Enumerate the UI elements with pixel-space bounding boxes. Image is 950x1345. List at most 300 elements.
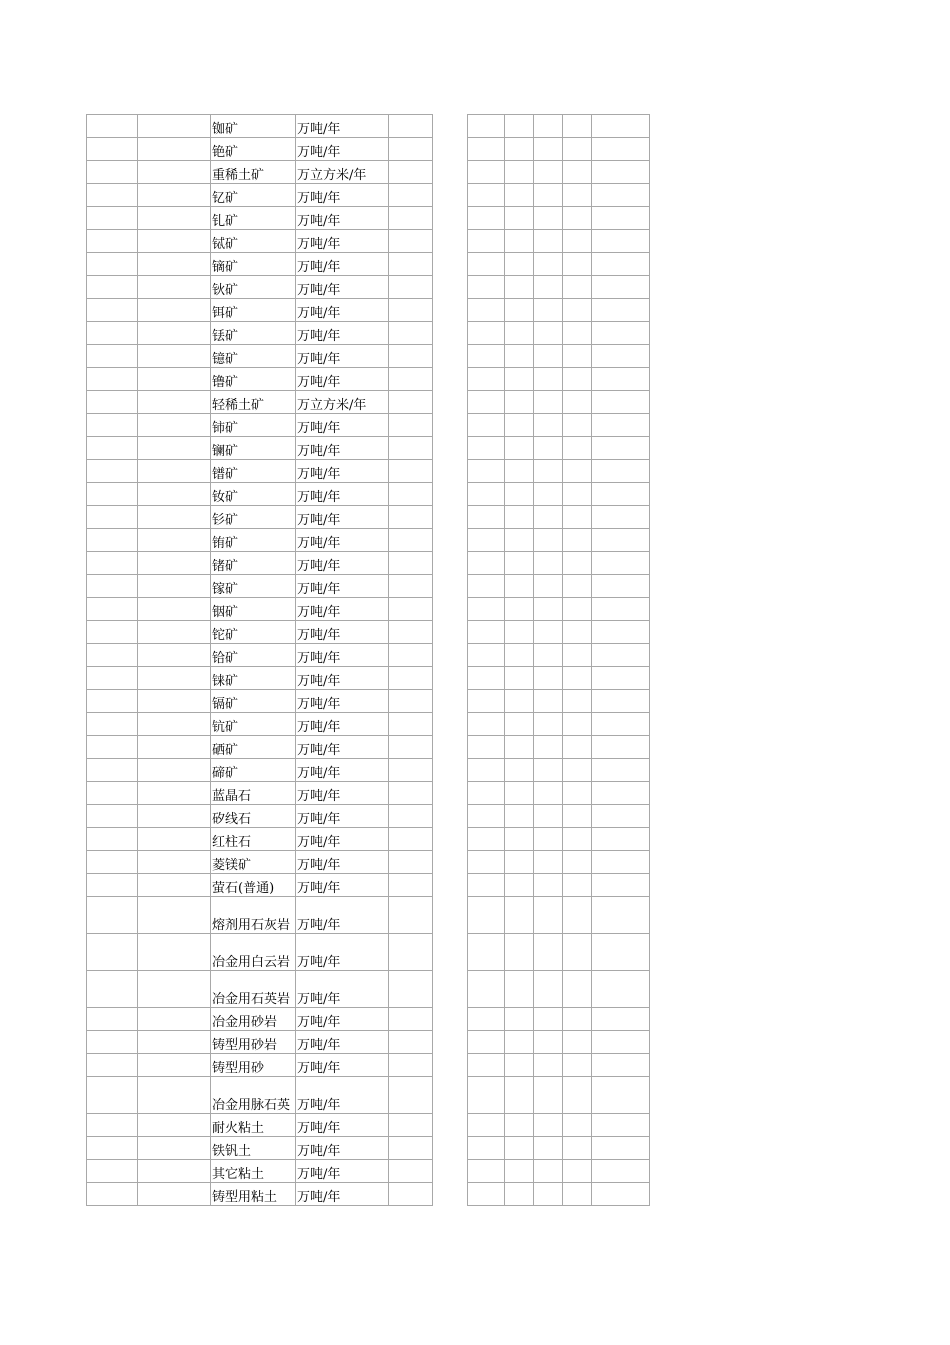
blank-cell xyxy=(534,736,563,759)
blank-cell xyxy=(534,1160,563,1183)
blank-cell xyxy=(563,874,592,897)
blank-cell xyxy=(592,184,650,207)
blank-cell xyxy=(592,971,650,1008)
table-row xyxy=(468,1137,650,1160)
mineral-name-cell: 铕矿 xyxy=(211,529,296,552)
blank-cell xyxy=(468,934,505,971)
unit-cell: 万吨/年 xyxy=(296,276,389,299)
table-row xyxy=(468,621,650,644)
blank-cell xyxy=(592,1031,650,1054)
blank-cell xyxy=(138,345,211,368)
blank-cell xyxy=(468,805,505,828)
blank-cell xyxy=(534,115,563,138)
blank-cell xyxy=(87,414,138,437)
mineral-name-cell: 铷矿 xyxy=(211,115,296,138)
blank-cell xyxy=(534,529,563,552)
table-row xyxy=(87,971,433,1008)
blank-cell xyxy=(592,1137,650,1160)
blank-cell xyxy=(505,414,534,437)
mineral-name-cell: 镉矿 xyxy=(211,690,296,713)
mineral-name-cell: 镓矿 xyxy=(211,575,296,598)
blank-cell xyxy=(138,782,211,805)
blank-cell xyxy=(592,276,650,299)
blank-cell xyxy=(468,874,505,897)
blank-cell xyxy=(505,874,534,897)
blank-cell xyxy=(592,1054,650,1077)
table-row xyxy=(87,161,433,184)
blank-cell xyxy=(563,667,592,690)
blank-cell xyxy=(563,138,592,161)
blank-cell xyxy=(87,230,138,253)
blank-cell xyxy=(563,598,592,621)
blank-cell xyxy=(87,828,138,851)
unit-cell: 万吨/年 xyxy=(296,115,389,138)
blank-cell xyxy=(468,437,505,460)
blank-cell xyxy=(505,1008,534,1031)
blank-cell xyxy=(389,759,433,782)
blank-cell xyxy=(563,345,592,368)
table-row xyxy=(468,644,650,667)
blank-cell xyxy=(138,1137,211,1160)
table-row xyxy=(87,437,433,460)
blank-cell xyxy=(138,1183,211,1206)
blank-cell xyxy=(505,460,534,483)
blank-cell xyxy=(87,690,138,713)
table-row xyxy=(468,184,650,207)
mineral-name-cell: 蓝晶石 xyxy=(211,782,296,805)
blank-cell xyxy=(563,184,592,207)
blank-cell xyxy=(468,483,505,506)
table-row xyxy=(468,805,650,828)
blank-cell xyxy=(563,736,592,759)
blank-cell xyxy=(563,253,592,276)
blank-cell xyxy=(563,1137,592,1160)
unit-cell: 万吨/年 xyxy=(296,414,389,437)
blank-cell xyxy=(563,1054,592,1077)
blank-cell xyxy=(389,1031,433,1054)
blank-cell xyxy=(138,184,211,207)
blank-cell xyxy=(389,934,433,971)
blank-cell xyxy=(534,851,563,874)
table-row xyxy=(468,552,650,575)
blank-cell xyxy=(389,690,433,713)
unit-cell: 万吨/年 xyxy=(296,437,389,460)
table-row xyxy=(87,621,433,644)
blank-cell xyxy=(138,1054,211,1077)
unit-cell: 万吨/年 xyxy=(296,782,389,805)
blank-cell xyxy=(592,828,650,851)
blank-cell xyxy=(592,897,650,934)
blank-cell xyxy=(389,713,433,736)
blank-cell xyxy=(138,437,211,460)
table-row xyxy=(87,575,433,598)
blank-cell xyxy=(87,1160,138,1183)
blank-cell xyxy=(534,345,563,368)
table-row xyxy=(468,1077,650,1114)
mineral-name-cell: 冶金用白云岩 xyxy=(211,934,296,971)
blank-cell xyxy=(563,851,592,874)
blank-cell xyxy=(563,621,592,644)
blank-cell xyxy=(468,1031,505,1054)
blank-cell xyxy=(505,483,534,506)
blank-cell xyxy=(505,138,534,161)
blank-cell xyxy=(468,529,505,552)
blank-cell xyxy=(592,115,650,138)
unit-cell: 万吨/年 xyxy=(296,184,389,207)
blank-cell xyxy=(389,460,433,483)
blank-cell xyxy=(505,391,534,414)
mineral-name-cell: 菱镁矿 xyxy=(211,851,296,874)
blank-cell xyxy=(468,345,505,368)
blank-cell xyxy=(389,322,433,345)
blank-cell xyxy=(534,230,563,253)
mineral-name-cell: 镥矿 xyxy=(211,368,296,391)
table-row xyxy=(468,437,650,460)
blank-cell xyxy=(534,1137,563,1160)
blank-cell xyxy=(468,207,505,230)
table-row xyxy=(468,1054,650,1077)
blank-cell xyxy=(468,782,505,805)
unit-cell: 万吨/年 xyxy=(296,1183,389,1206)
table-row xyxy=(468,575,650,598)
blank-cell xyxy=(389,437,433,460)
mineral-name-cell: 铸型用粘土 xyxy=(211,1183,296,1206)
blank-cell xyxy=(505,598,534,621)
mineral-name-cell: 硒矿 xyxy=(211,736,296,759)
blank-cell xyxy=(138,1114,211,1137)
blank-cell xyxy=(389,575,433,598)
blank-cell xyxy=(592,529,650,552)
blank-cell xyxy=(534,897,563,934)
blank-cell xyxy=(87,667,138,690)
unit-cell: 万吨/年 xyxy=(296,1054,389,1077)
mineral-name-cell: 铸型用砂岩 xyxy=(211,1031,296,1054)
mineral-name-cell: 铒矿 xyxy=(211,299,296,322)
blank-cell xyxy=(534,874,563,897)
blank-cell xyxy=(534,391,563,414)
blank-cell xyxy=(389,529,433,552)
table-row xyxy=(87,1183,433,1206)
blank-cell xyxy=(138,690,211,713)
blank-cell xyxy=(505,667,534,690)
blank-cell xyxy=(468,1160,505,1183)
unit-cell: 万吨/年 xyxy=(296,851,389,874)
table-row xyxy=(468,207,650,230)
mineral-name-cell: 铁钒土 xyxy=(211,1137,296,1160)
blank-cell xyxy=(534,299,563,322)
mineral-table-left xyxy=(86,114,433,1206)
unit-cell: 万吨/年 xyxy=(296,299,389,322)
table-row xyxy=(87,299,433,322)
blank-cell xyxy=(534,552,563,575)
table-row xyxy=(468,276,650,299)
unit-cell: 万吨/年 xyxy=(296,828,389,851)
blank-cell xyxy=(468,1077,505,1114)
blank-cell xyxy=(389,736,433,759)
unit-cell: 万吨/年 xyxy=(296,805,389,828)
blank-cell xyxy=(468,971,505,1008)
blank-cell xyxy=(534,759,563,782)
blank-cell xyxy=(87,460,138,483)
blank-cell xyxy=(592,1160,650,1183)
blank-cell xyxy=(87,759,138,782)
blank-cell xyxy=(468,897,505,934)
blank-cell xyxy=(87,1137,138,1160)
blank-cell xyxy=(87,437,138,460)
blank-cell xyxy=(389,184,433,207)
unit-cell: 万立方米/年 xyxy=(296,161,389,184)
blank-cell xyxy=(592,782,650,805)
table-row xyxy=(468,322,650,345)
unit-cell: 万吨/年 xyxy=(296,138,389,161)
blank-cell xyxy=(87,874,138,897)
blank-cell xyxy=(592,736,650,759)
mineral-name-cell: 镨矿 xyxy=(211,460,296,483)
table-row xyxy=(87,253,433,276)
blank-cell xyxy=(468,368,505,391)
blank-cell xyxy=(534,1031,563,1054)
blank-cell xyxy=(138,805,211,828)
blank-cell xyxy=(563,897,592,934)
unit-cell: 万吨/年 xyxy=(296,207,389,230)
blank-cell xyxy=(592,759,650,782)
unit-cell: 万吨/年 xyxy=(296,322,389,345)
blank-cell xyxy=(534,1183,563,1206)
blank-cell xyxy=(505,1054,534,1077)
blank-cell xyxy=(87,138,138,161)
blank-cell xyxy=(87,276,138,299)
blank-cell xyxy=(468,575,505,598)
blank-cell xyxy=(534,713,563,736)
unit-cell: 万立方米/年 xyxy=(296,391,389,414)
mineral-name-cell: 铥矿 xyxy=(211,322,296,345)
table-row xyxy=(87,276,433,299)
blank-cell xyxy=(87,1183,138,1206)
blank-cell xyxy=(138,483,211,506)
table-row xyxy=(87,483,433,506)
table-row xyxy=(468,851,650,874)
blank-cell xyxy=(468,184,505,207)
blank-cell xyxy=(87,483,138,506)
table-row xyxy=(87,759,433,782)
blank-cell xyxy=(505,161,534,184)
blank-cell xyxy=(505,529,534,552)
table-row xyxy=(87,828,433,851)
blank-cell xyxy=(563,207,592,230)
blank-cell xyxy=(563,276,592,299)
table-row xyxy=(87,1114,433,1137)
blank-cell xyxy=(468,1137,505,1160)
blank-cell xyxy=(592,207,650,230)
blank-cell xyxy=(505,230,534,253)
blank-cell xyxy=(138,138,211,161)
blank-cell xyxy=(505,644,534,667)
blank-cell xyxy=(468,115,505,138)
mineral-name-cell: 铽矿 xyxy=(211,230,296,253)
table-row xyxy=(87,644,433,667)
blank-cell xyxy=(468,276,505,299)
blank-cell xyxy=(563,506,592,529)
blank-cell xyxy=(592,575,650,598)
blank-cell xyxy=(138,644,211,667)
table-row xyxy=(468,460,650,483)
unit-cell: 万吨/年 xyxy=(296,253,389,276)
blank-cell xyxy=(563,934,592,971)
blank-cell xyxy=(592,299,650,322)
table-row xyxy=(87,529,433,552)
blank-cell xyxy=(138,506,211,529)
unit-cell: 万吨/年 xyxy=(296,934,389,971)
table-row xyxy=(87,1160,433,1183)
blank-cell xyxy=(138,276,211,299)
blank-cell xyxy=(592,1114,650,1137)
blank-cell xyxy=(505,759,534,782)
table-row xyxy=(87,667,433,690)
mineral-name-cell: 耐火粘土 xyxy=(211,1114,296,1137)
blank-cell xyxy=(534,667,563,690)
blank-cell xyxy=(389,667,433,690)
blank-cell xyxy=(138,713,211,736)
blank-cell xyxy=(592,598,650,621)
table-row xyxy=(87,115,433,138)
blank-cell xyxy=(592,414,650,437)
table-row xyxy=(87,874,433,897)
blank-cell xyxy=(138,851,211,874)
blank-cell xyxy=(87,529,138,552)
table-row xyxy=(87,1054,433,1077)
blank-cell xyxy=(87,736,138,759)
blank-cell xyxy=(87,1054,138,1077)
blank-cell xyxy=(389,414,433,437)
blank-cell xyxy=(534,934,563,971)
table-row xyxy=(87,368,433,391)
blank-cell xyxy=(389,391,433,414)
blank-cell xyxy=(468,230,505,253)
blank-cell xyxy=(592,460,650,483)
blank-cell xyxy=(563,1183,592,1206)
table-row xyxy=(87,460,433,483)
mineral-name-cell: 铸型用砂 xyxy=(211,1054,296,1077)
blank-cell xyxy=(534,828,563,851)
mineral-name-cell: 矽线石 xyxy=(211,805,296,828)
blank-cell xyxy=(592,345,650,368)
table-row xyxy=(87,184,433,207)
blank-cell xyxy=(563,971,592,1008)
unit-cell: 万吨/年 xyxy=(296,713,389,736)
blank-cell xyxy=(389,805,433,828)
blank-cell xyxy=(468,621,505,644)
blank-cell xyxy=(138,667,211,690)
blank-cell xyxy=(138,529,211,552)
blank-cell xyxy=(592,483,650,506)
blank-cell xyxy=(505,345,534,368)
blank-cell xyxy=(563,322,592,345)
blank-cell xyxy=(138,460,211,483)
blank-cell xyxy=(505,437,534,460)
blank-cell xyxy=(592,690,650,713)
blank-cell xyxy=(563,1031,592,1054)
blank-cell xyxy=(87,598,138,621)
blank-cell xyxy=(87,575,138,598)
unit-cell: 万吨/年 xyxy=(296,971,389,1008)
table-row xyxy=(87,934,433,971)
blank-cell xyxy=(468,644,505,667)
blank-cell xyxy=(468,253,505,276)
table-row xyxy=(468,529,650,552)
blank-cell xyxy=(468,690,505,713)
blank-cell xyxy=(389,230,433,253)
unit-cell: 万吨/年 xyxy=(296,874,389,897)
blank-cell xyxy=(87,184,138,207)
mineral-name-cell: 钬矿 xyxy=(211,276,296,299)
blank-cell xyxy=(534,1054,563,1077)
blank-cell xyxy=(389,1137,433,1160)
unit-cell: 万吨/年 xyxy=(296,759,389,782)
mineral-name-cell: 熔剂用石灰岩 xyxy=(211,897,296,934)
blank-cell xyxy=(563,1008,592,1031)
table-row xyxy=(468,299,650,322)
blank-cell xyxy=(592,1183,650,1206)
blank-cell xyxy=(592,230,650,253)
mineral-table-body xyxy=(87,115,433,1206)
blank-cell xyxy=(138,161,211,184)
blank-cell xyxy=(389,552,433,575)
blank-cell xyxy=(534,253,563,276)
table-row xyxy=(87,1137,433,1160)
blank-cell xyxy=(389,644,433,667)
table-row xyxy=(468,897,650,934)
blank-cell xyxy=(389,138,433,161)
blank-cell xyxy=(592,874,650,897)
blank-cell xyxy=(87,644,138,667)
blank-cell xyxy=(592,1008,650,1031)
blank-cell xyxy=(534,598,563,621)
blank-cell xyxy=(534,575,563,598)
blank-cell xyxy=(468,322,505,345)
blank-cell xyxy=(138,253,211,276)
blank-cell xyxy=(87,805,138,828)
blank-table-body xyxy=(468,115,650,1206)
blank-cell xyxy=(505,207,534,230)
blank-cell xyxy=(592,368,650,391)
table-row xyxy=(468,483,650,506)
mineral-name-cell: 镱矿 xyxy=(211,345,296,368)
table-row xyxy=(468,506,650,529)
blank-cell xyxy=(534,483,563,506)
blank-cell xyxy=(87,368,138,391)
blank-cell xyxy=(138,971,211,1008)
table-row xyxy=(468,138,650,161)
blank-cell xyxy=(505,736,534,759)
blank-cell xyxy=(468,414,505,437)
blank-cell xyxy=(389,345,433,368)
blank-cell xyxy=(468,667,505,690)
blank-cell xyxy=(468,1183,505,1206)
table-row xyxy=(468,115,650,138)
blank-cell xyxy=(505,690,534,713)
mineral-name-cell: 铼矿 xyxy=(211,667,296,690)
table-row xyxy=(468,161,650,184)
blank-cell xyxy=(87,1114,138,1137)
mineral-name-cell: 轻稀土矿 xyxy=(211,391,296,414)
table-row xyxy=(87,1008,433,1031)
mineral-name-cell: 锗矿 xyxy=(211,552,296,575)
unit-cell: 万吨/年 xyxy=(296,368,389,391)
blank-cell xyxy=(563,299,592,322)
blank-cell xyxy=(389,506,433,529)
mineral-name-cell: 红柱石 xyxy=(211,828,296,851)
unit-cell: 万吨/年 xyxy=(296,230,389,253)
